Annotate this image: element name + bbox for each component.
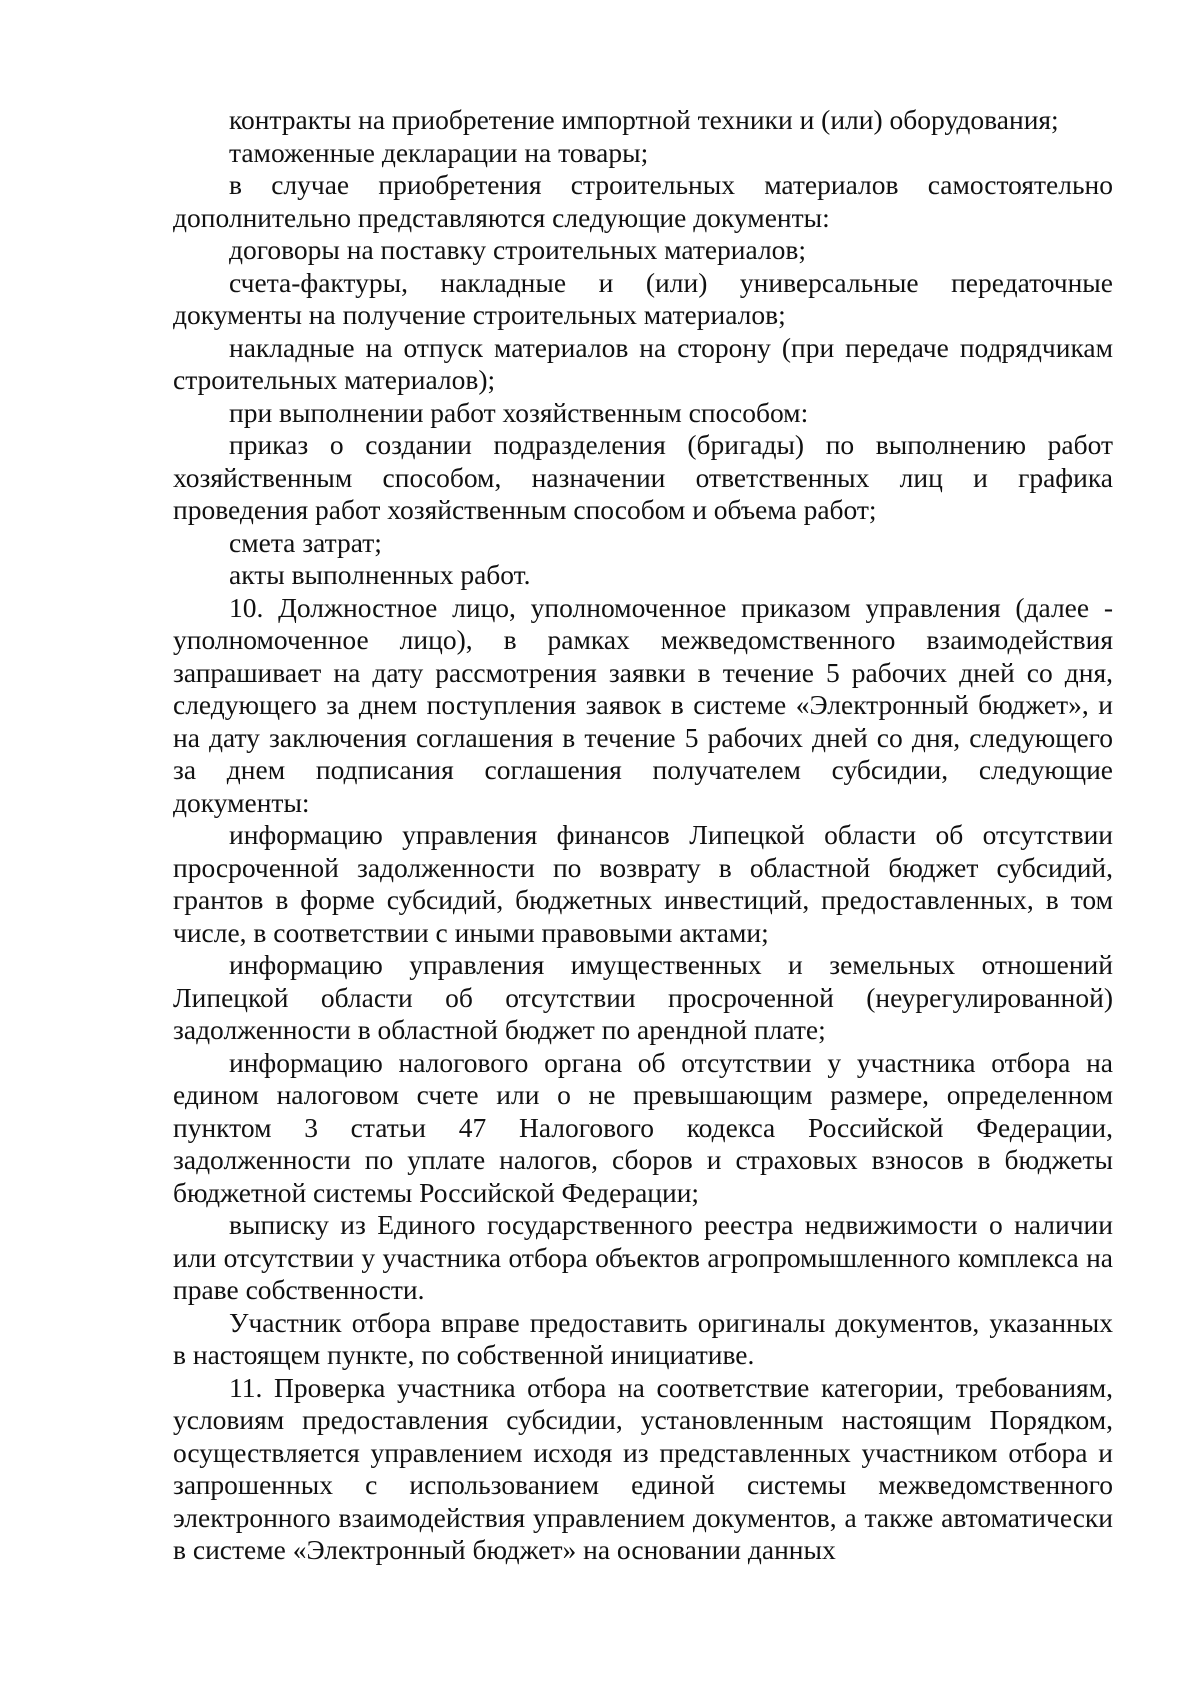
paragraph: накладные на отпуск материалов на сторону (при передаче подрядчикам строительных материалов); xyxy=(173,331,1113,395)
paragraph: Участник отбора вправе предоставить оригиналы документов, указанных в настоящем пункте, по собственной инициативе. xyxy=(173,1306,1113,1370)
paragraph: информацию управления финансов Липецкой области об отсутствии просроченной задолженности по возврату в областной бюджет субсидий, грантов в форме субсидий, бюджетных инвестиций, предоставленных, в том числе, в соответствии с иными правовыми актами; xyxy=(173,819,1113,948)
paragraph: приказ о создании подразделения (бригады) по выполнению работ хозяйственным способом, назначении ответственных лиц и графика проведения работ хозяйственным способом и объема работ; xyxy=(173,429,1113,525)
paragraph: при выполнении работ хозяйственным способом: xyxy=(229,396,809,428)
paragraph: договоры на поставку строительных материалов; xyxy=(229,234,807,265)
paragraph: 10. Должностное лицо, уполномоченное приказом управления (далее - уполномоченное лицо), в рамках межведомственного взаимодействия запрашивает на дату рассмотрения заявки в течение 5 рабочих дней со дня, следующего за днем поступления заявок в системе «Электронный бюджет», и на дату заключения соглашения в течение 5 рабочих дней со дня, следующего за днем подписания соглашения получателем субсидии, следующие документы: xyxy=(173,591,1113,818)
document-page xyxy=(173,104,1113,1567)
paragraph: 11. Проверка участника отбора на соответствие категории, требованиям, условиям предоставления субсидии, установленным настоящим Порядком, осуществляется управлением исходя из представленных участником отбора и запрошенных с использованием единой системы межведомственного электронного взаимодействия управлением документов, а также автоматически в системе «Электронный бюджет» на основании данных xyxy=(173,1371,1113,1565)
paragraph: смета затрат; xyxy=(229,526,382,558)
paragraph: выписку из Единого государственного реестра недвижимости о наличии или отсутствии у участника отбора объектов агропромышленного комплекса на праве собственности. xyxy=(173,1209,1113,1305)
paragraph: контракты на приобретение импортной техники и (или) оборудования; xyxy=(229,104,1059,135)
paragraph: акты выполненных работ. xyxy=(229,559,531,590)
paragraph: счета-фактуры, накладные и (или) универсальные передаточные документы на получение строительных материалов; xyxy=(173,266,1113,330)
paragraph: в случае приобретения строительных материалов самостоятельно дополнительно представляются следующие документы: xyxy=(173,169,1113,233)
paragraph: информацию налогового органа об отсутствии у участника отбора на едином налоговом счете или о не превышающим размере, определенном пунктом 3 статьи 47 Налогового кодекса Российской Федерации, задолженности по уплате налогов, сборов и страховых взносов в бюджеты бюджетной системы Российской Федерации; xyxy=(173,1046,1113,1208)
paragraph: таможенные декларации на товары; xyxy=(229,136,649,168)
paragraph: информацию управления имущественных и земельных отношений Липецкой области об отсутствии просроченной (неурегулированной) задолженности в областной бюджет по арендной плате; xyxy=(173,949,1113,1045)
